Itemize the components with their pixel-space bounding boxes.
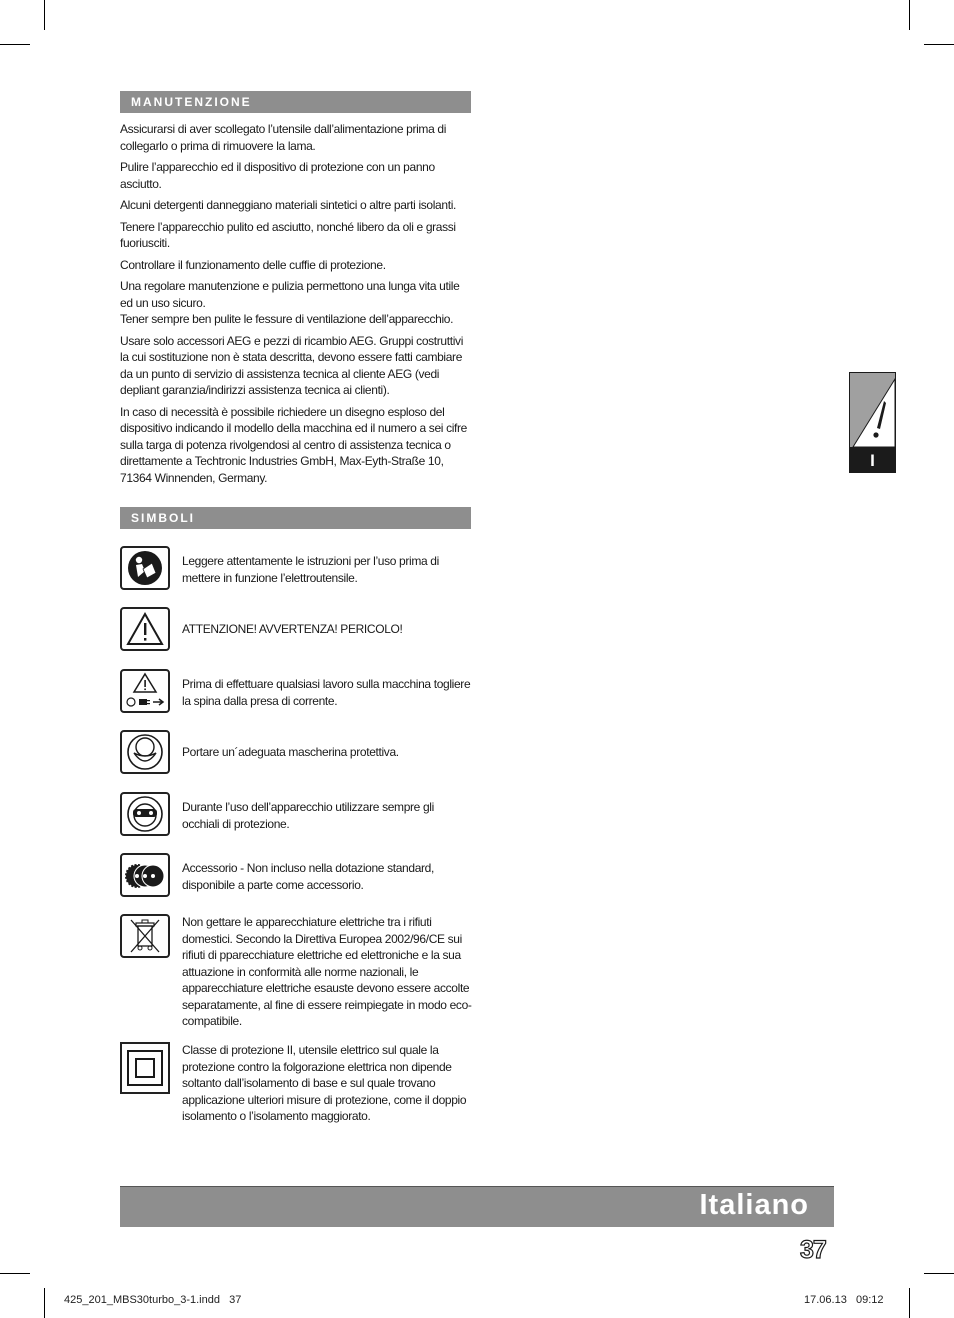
maintenance-paragraph: Usare solo accessori AEG e pezzi di ricambio AEG. Gruppi costruttivi la cui sostituzione non è stata descritta, devono essere fatti cambiare da un punto di servizio di assistenza tecnica al cliente AEG (vedi depliant garanzia/indirizzi assistenza tecnica ai clienti). bbox=[120, 333, 464, 397]
symbol-text: Classe di protezione II, utensile elettrico sul quale la protezione contro la folgorazione elettrica non dipende soltanto dall’isolamento di base e sul quale trovano applicazione ulteriori misure di protezione, come il doppio isolamento o l’isolamento maggiorato. bbox=[182, 1043, 467, 1123]
crop-mark bbox=[0, 44, 30, 45]
maintenance-text bbox=[120, 121, 472, 491]
footer-date: 17.06.13 09:12 bbox=[804, 1294, 884, 1306]
maintenance-paragraph: Tener sempre ben pulite le fessure di ventilazione dell’apparecchio. bbox=[120, 312, 454, 326]
symbol-text: Leggere attentamente le istruzioni per l’uso prima di mettere in funzione l’elettroutensile. bbox=[182, 554, 439, 585]
symbol-text: Accessorio - Non incluso nella dotazione standard, disponibile a parte come accessorio. bbox=[182, 861, 434, 892]
safety-goggles-icon bbox=[120, 792, 170, 836]
symbol-text: Prima di effettuare qualsiasi lavoro sulla macchina togliere la spina dalla presa di corrente. bbox=[182, 677, 471, 708]
language-band bbox=[120, 1186, 834, 1227]
warning-triangle-icon bbox=[120, 607, 170, 651]
read-manual-icon bbox=[120, 546, 170, 590]
maintenance-paragraph: Assicurarsi di aver scollegato l’utensile dall’alimentazione prima di collegarlo o prima di rimuovere la lama. bbox=[120, 122, 447, 153]
crossed-bin-icon bbox=[120, 914, 170, 958]
maintenance-paragraph: Pulire l’apparecchio ed il dispositivo di protezione con un panno asciutto. bbox=[120, 160, 435, 191]
symbol-text: Portare un´adeguata mascherina protettiva. bbox=[182, 745, 399, 759]
language-letter: I bbox=[870, 451, 875, 470]
crop-mark bbox=[909, 1288, 910, 1318]
maintenance-paragraph: In caso di necessità è possibile richiedere un disegno esploso del dispositivo indicando il modello della macchina ed il numero a sei cifre sulla targa di potenza rivolgendosi al centro di assistenza tecnica o direttamente a Techtronic Industries GmbH, Max-Eyth-Straße 10, 71364 Winnenden, Germany. bbox=[120, 404, 467, 485]
unplug-icon bbox=[120, 669, 170, 713]
symbol-text: ATTENZIONE! AVVERTENZA! PERICOLO! bbox=[182, 622, 403, 636]
symbols-heading: SIMBOLI bbox=[120, 507, 471, 529]
crop-mark bbox=[909, 0, 910, 30]
symbol-text: Durante l’uso dell’apparecchio utilizzare sempre gli occhiali di protezione. bbox=[182, 800, 434, 831]
language-side-tab bbox=[849, 372, 896, 473]
crop-mark bbox=[924, 44, 954, 45]
maintenance-paragraph: Una regolare manutenzione e pulizia permettono una lunga vita utile ed un uso sicuro. bbox=[120, 279, 460, 310]
page-number: 37 bbox=[800, 1236, 826, 1264]
class-ii-icon bbox=[120, 1042, 170, 1094]
crop-mark bbox=[44, 1288, 45, 1318]
maintenance-heading: MANUTENZIONE bbox=[120, 91, 471, 113]
maintenance-paragraph: Alcuni detergenti danneggiano materiali sintetici o altre parti isolanti. bbox=[120, 198, 456, 212]
footer-file-info: 425_201_MBS30turbo_3-1.indd 37 bbox=[64, 1294, 242, 1306]
exclamation-triangle-icon bbox=[850, 373, 895, 447]
language-title: Italiano bbox=[699, 1189, 809, 1221]
maintenance-paragraph: Controllare il funzionamento delle cuffie di protezione. bbox=[120, 257, 386, 272]
symbol-text: Non gettare le apparecchiature elettriche tra i rifiuti domestici. Secondo la Direttiva Europea 2002/96/CE sui rifiuti di pparecchiature elettriche ed elettroniche e la sua attuazione in conformità alle norme nazionali, le apparecchiature elettriche esauste devono essere accolte separatamente, al fine di essere reimpiegate in modo eco-compatibile. bbox=[182, 915, 472, 1028]
dust-mask-icon bbox=[120, 730, 170, 774]
crop-mark bbox=[924, 1273, 954, 1274]
crop-mark bbox=[44, 0, 45, 30]
maintenance-paragraph: Tenere l’apparecchio pulito ed asciutto, nonché libero da oli e grassi fuoriusciti. bbox=[120, 219, 456, 250]
crop-mark bbox=[0, 1273, 30, 1274]
saw-blades-icon bbox=[120, 853, 170, 897]
